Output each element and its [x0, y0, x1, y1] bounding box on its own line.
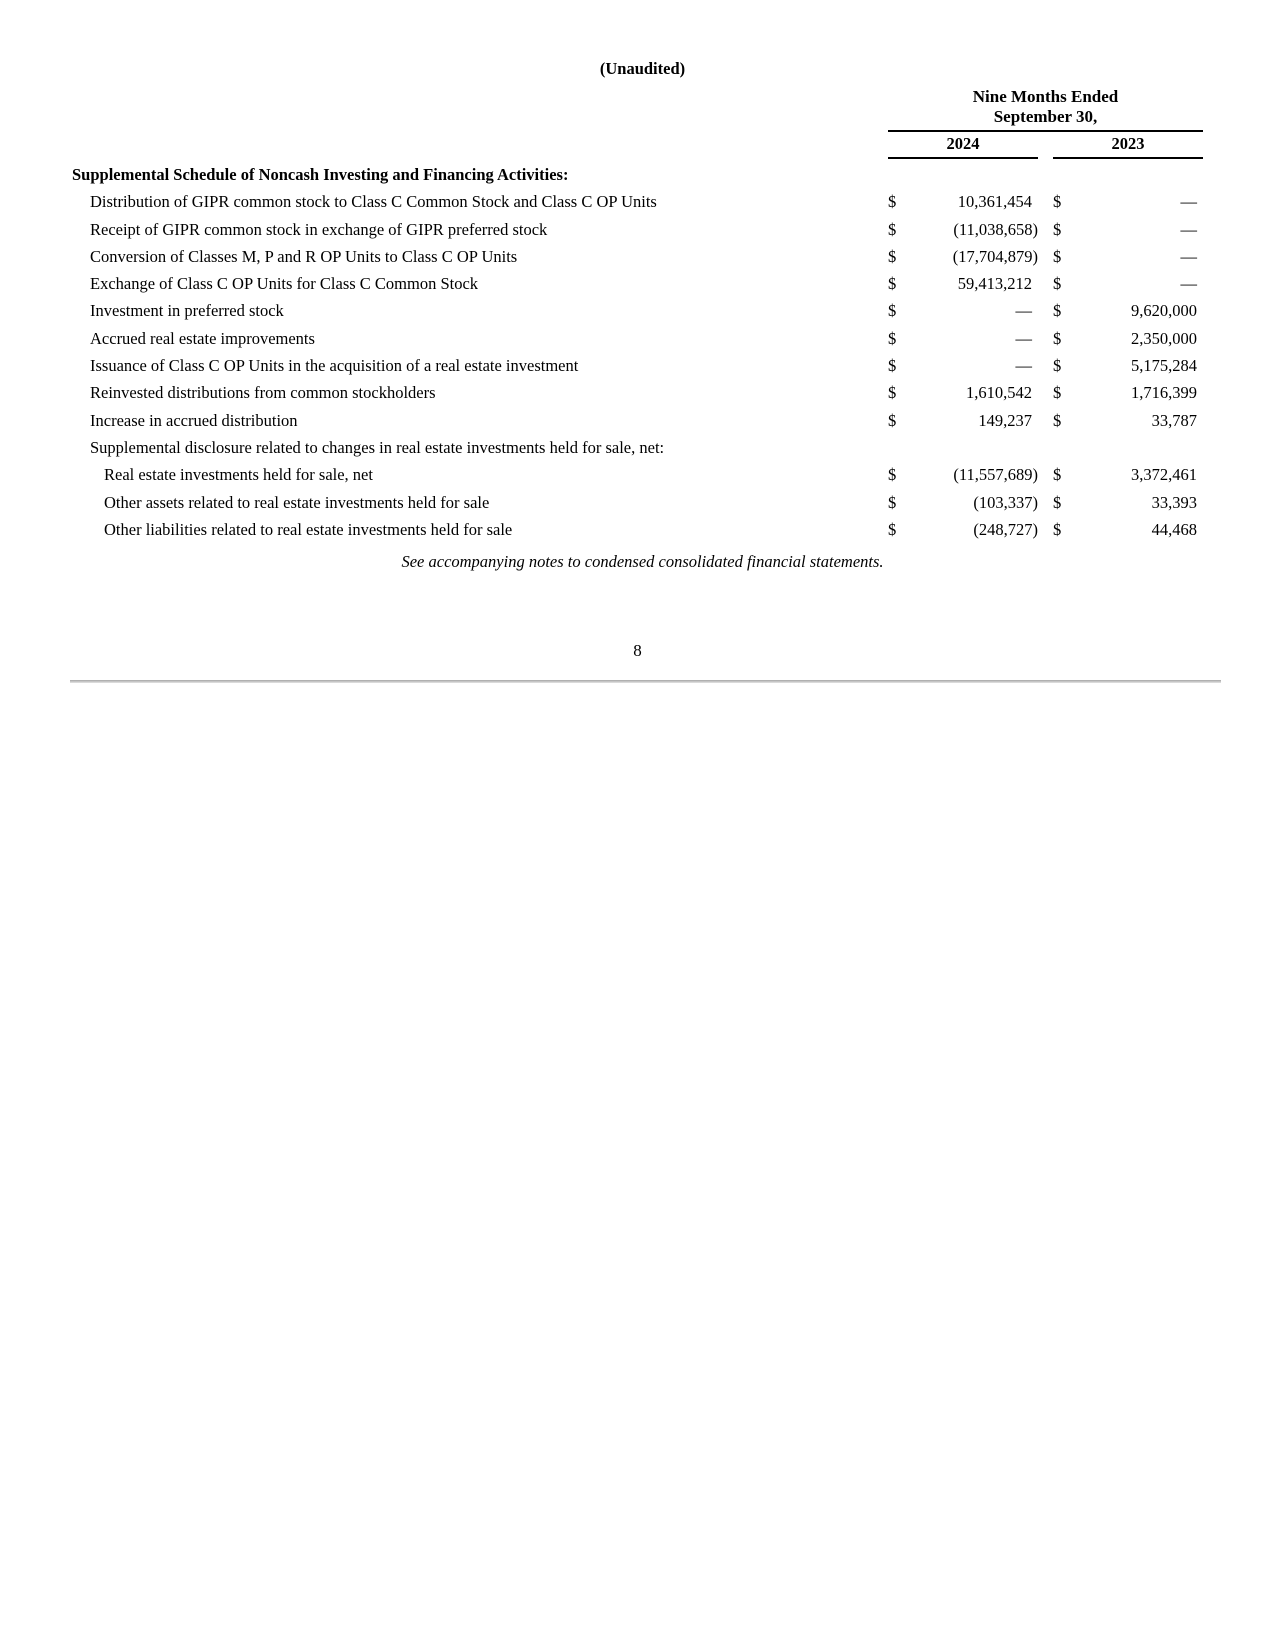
table-row	[72, 270, 1213, 297]
table-period-header-row	[72, 87, 1213, 132]
currency-symbol-2024: $	[888, 356, 897, 376]
row-label: Exchange of Class C OP Units for Class C Common Stock	[90, 274, 479, 294]
value-2023: 2,350,000	[1131, 328, 1197, 348]
row-label: Investment in preferred stock	[90, 301, 284, 321]
value-2024: 10,361,454	[957, 192, 1032, 212]
table-year-header-row	[72, 133, 1213, 159]
currency-symbol-2023: $	[1053, 246, 1062, 266]
table-row	[72, 407, 1213, 434]
value-2023: 33,393	[1151, 492, 1197, 512]
value-2023: 33,787	[1151, 410, 1197, 430]
currency-symbol-2023: $	[1053, 301, 1062, 321]
page-divider	[70, 680, 1221, 683]
unaudited-label: (Unaudited)	[599, 59, 686, 78]
row-label: Other liabilities related to real estate investments held for sale	[104, 519, 513, 539]
table-row	[72, 325, 1213, 352]
value-2024: (11,557,689)	[953, 465, 1038, 485]
currency-symbol-2023: $	[1053, 219, 1062, 239]
period-header-line2: September 30,	[993, 106, 1098, 126]
value-2023: 3,372,461	[1131, 465, 1197, 485]
currency-symbol-2023: $	[1053, 492, 1062, 512]
table-row	[72, 352, 1213, 379]
row-label: Supplemental disclosure related to changes in real estate investments held for sale, net:	[90, 437, 665, 457]
row-label: Real estate investments held for sale, net	[104, 465, 373, 485]
row-label: Accrued real estate improvements	[90, 328, 315, 348]
currency-symbol-2023: $	[1053, 274, 1062, 294]
value-2023: —	[1180, 246, 1197, 266]
row-label: Distribution of GIPR common stock to Class C Common Stock and Class C OP Units	[90, 192, 657, 212]
value-2023: —	[1180, 274, 1197, 294]
currency-symbol-2023: $	[1053, 383, 1062, 403]
currency-symbol-2023: $	[1053, 465, 1062, 485]
row-label: Receipt of GIPR common stock in exchange of GIPR preferred stock	[90, 219, 548, 239]
value-2024: (17,704,879)	[952, 246, 1038, 266]
row-label: Other assets related to real estate investments held for sale	[104, 492, 490, 512]
value-2023: 44,468	[1151, 519, 1197, 539]
value-2024: —	[1015, 301, 1032, 321]
currency-symbol-2024: $	[888, 274, 897, 294]
table-row	[72, 243, 1213, 270]
value-2023: —	[1180, 192, 1197, 212]
row-label: Increase in accrued distribution	[90, 410, 298, 430]
table-row	[72, 489, 1213, 516]
footnote: See accompanying notes to condensed consolidated financial statements.	[401, 552, 884, 572]
currency-symbol-2024: $	[888, 492, 897, 512]
table-row	[72, 379, 1213, 406]
header-label-spacer	[72, 133, 888, 159]
currency-symbol-2024: $	[888, 246, 897, 266]
page-number: 8	[633, 641, 642, 660]
currency-symbol-2024: $	[888, 219, 897, 239]
table-row	[72, 188, 1213, 215]
row-label: Supplemental Schedule of Noncash Investing and Financing Activities:	[72, 165, 569, 184]
currency-symbol-2024: $	[888, 383, 897, 403]
currency-symbol-2024: $	[888, 301, 897, 321]
value-2024: (11,038,658)	[953, 219, 1038, 239]
table-row	[72, 216, 1213, 243]
value-2023: 9,620,000	[1131, 301, 1197, 321]
value-2024: (103,337)	[973, 492, 1038, 512]
value-2023: 5,175,284	[1131, 356, 1197, 376]
period-header-line1: Nine Months Ended	[972, 87, 1119, 106]
value-2023: 1,716,399	[1131, 383, 1197, 403]
row-label: Conversion of Classes M, P and R OP Units to Class C OP Units	[90, 246, 518, 266]
currency-symbol-2024: $	[888, 465, 897, 485]
table-body	[72, 161, 1213, 543]
currency-symbol-2024: $	[888, 328, 897, 348]
currency-symbol-2023: $	[1053, 356, 1062, 376]
currency-symbol-2023: $	[1053, 328, 1062, 348]
page-content	[72, 0, 1213, 572]
period-header	[888, 87, 1203, 132]
table-row	[72, 461, 1213, 488]
value-2024: 1,610,542	[966, 383, 1032, 403]
column-gap	[1038, 133, 1053, 159]
currency-symbol-2023: $	[1053, 410, 1062, 430]
value-2024: (248,727)	[973, 519, 1038, 539]
row-label: Issuance of Class C OP Units in the acquisition of a real estate investment	[90, 356, 579, 376]
table-row	[72, 434, 1213, 461]
currency-symbol-2024: $	[888, 410, 897, 430]
table-row	[72, 161, 1213, 188]
currency-symbol-2024: $	[888, 519, 897, 539]
value-2024: 149,237	[978, 410, 1032, 430]
value-2024: —	[1015, 328, 1032, 348]
table-row	[72, 297, 1213, 324]
currency-symbol-2023: $	[1053, 519, 1062, 539]
currency-symbol-2024: $	[888, 192, 897, 212]
value-2024: —	[1015, 356, 1032, 376]
table-row	[72, 516, 1213, 543]
year-2023-header: 2023	[1053, 133, 1203, 159]
year-2024-header: 2024	[888, 133, 1038, 159]
currency-symbol-2023: $	[1053, 192, 1062, 212]
row-label: Reinvested distributions from common stockholders	[90, 383, 436, 403]
value-2023: —	[1180, 219, 1197, 239]
value-2024: 59,413,212	[957, 274, 1032, 294]
